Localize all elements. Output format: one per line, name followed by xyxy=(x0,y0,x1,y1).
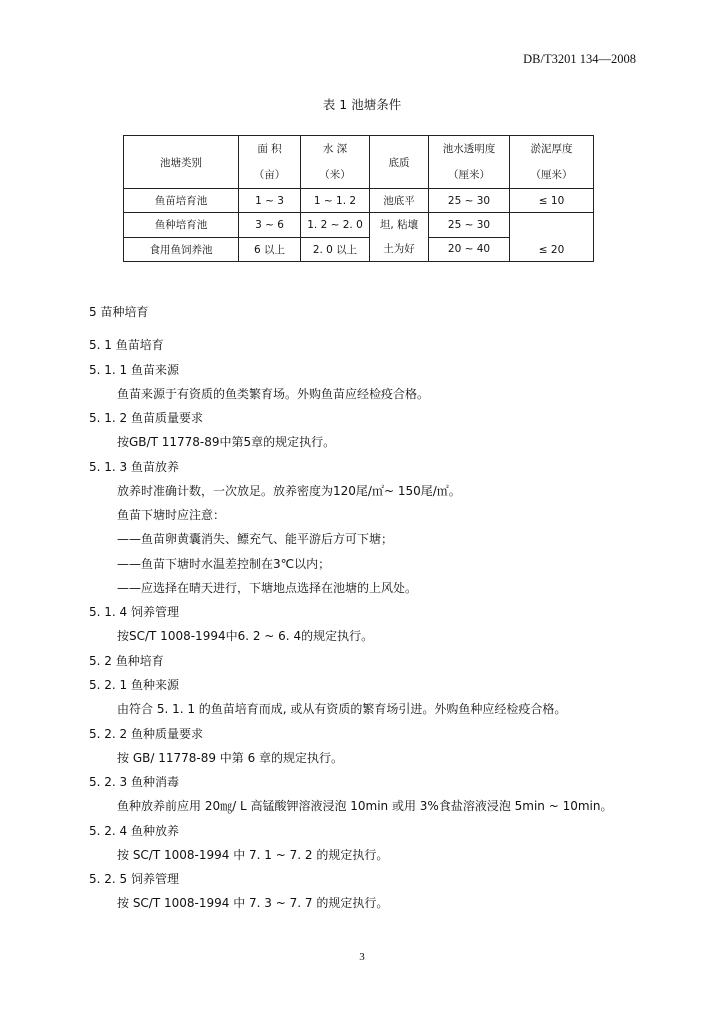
section-heading: 5 苗种培育 xyxy=(89,305,149,319)
section-heading: 5. 2. 5 饲养管理 xyxy=(89,872,179,886)
section-heading: 5. 1. 1 鱼苗来源 xyxy=(89,363,179,377)
cell-silt-merged: ≤ 20 xyxy=(510,213,594,262)
paragraph: 鱼苗来源于有资质的鱼类繁育场。外购鱼苗应经检疫合格。 xyxy=(117,387,430,401)
header-depth: 水 深 （米） xyxy=(301,136,370,189)
section-heading: 5. 1. 4 饲养管理 xyxy=(89,605,179,619)
cell-silt: ≤ 10 xyxy=(510,189,594,213)
list-item: ——鱼苗卵黄囊消失、鳔充气、能平游后方可下塘； xyxy=(117,532,394,546)
list-item: ——鱼苗下塘时水温差控制在3℃以内； xyxy=(117,557,331,571)
cell-type: 鱼种培育池 xyxy=(124,213,239,238)
paragraph: 按 SC/T 1008-1994 中 7. 1 ~ 7. 2 的规定执行。 xyxy=(117,848,389,862)
cell-depth: 1. 2 ~ 2. 0 xyxy=(301,213,370,238)
header-area: 面 积 （亩） xyxy=(239,136,301,189)
section-heading: 5. 1. 3 鱼苗放养 xyxy=(89,460,179,474)
cell-transparency: 25 ~ 30 xyxy=(429,213,510,238)
cell-depth: 2. 0 以上 xyxy=(301,237,370,262)
section-heading: 5. 1. 2 鱼苗质量要求 xyxy=(89,411,203,425)
list-item: ——应选择在晴天进行，下塘地点选择在池塘的上风处。 xyxy=(117,581,418,595)
cell-transparency: 25 ~ 30 xyxy=(429,189,510,213)
section-heading: 5. 1 鱼苗培育 xyxy=(89,338,164,352)
section-heading: 5. 2. 3 鱼种消毒 xyxy=(89,775,179,789)
cell-type: 食用鱼饲养池 xyxy=(124,237,239,262)
cell-bottom: 池底平 xyxy=(370,189,429,213)
paragraph: 由符合 5. 1. 1 的鱼苗培育而成, 或从有资质的繁育场引进。外购鱼种应经检疫合格。 xyxy=(117,702,567,716)
header-bottom: 底质 xyxy=(370,136,429,189)
paragraph: 鱼苗下塘时应注意： xyxy=(117,508,226,522)
cell-area: 6 以上 xyxy=(239,237,301,262)
section-heading: 5. 2. 2 鱼种质量要求 xyxy=(89,727,203,741)
paragraph: 按 GB/ 11778-89 中第 6 章的规定执行。 xyxy=(117,751,344,765)
paragraph: 按 SC/T 1008-1994 中 7. 3 ~ 7. 7 的规定执行。 xyxy=(117,896,389,910)
header-silt: 淤泥厚度 （厘米） xyxy=(510,136,594,189)
cell-area: 3 ~ 6 xyxy=(239,213,301,238)
paragraph: 放养时准确计数，一次放足。放养密度为120尾/㎡~ 150尾/㎡。 xyxy=(117,484,461,498)
document-code: DB/T3201 134—2008 xyxy=(523,52,636,66)
header-type: 池塘类别 xyxy=(124,136,239,189)
paragraph: 按SC/T 1008-1994中6. 2 ~ 6. 4的规定执行。 xyxy=(117,629,374,643)
header-transparency: 池水透明度 （厘米） xyxy=(429,136,510,189)
cell-bottom-merged: 坦, 粘壤 土为好 xyxy=(370,213,429,262)
cell-area: 1 ~ 3 xyxy=(239,189,301,213)
paragraph: 按GB/T 11778-89中第5章的规定执行。 xyxy=(117,435,336,449)
section-heading: 5. 2. 4 鱼种放养 xyxy=(89,824,179,838)
cell-transparency: 20 ~ 40 xyxy=(429,237,510,262)
page-number: 3 xyxy=(359,951,365,963)
section-heading: 5. 2 鱼种培育 xyxy=(89,654,164,668)
section-heading: 5. 2. 1 鱼种来源 xyxy=(89,678,179,692)
cell-type: 鱼苗培育池 xyxy=(124,189,239,213)
paragraph: 鱼种放养前应用 20㎎/ L 高锰酸钾溶液浸泡 10min 或用 3%食盐溶液浸泡 5min ~ 10min。 xyxy=(117,799,613,813)
cell-depth: 1 ~ 1. 2 xyxy=(301,189,370,213)
table-caption: 表 1 池塘条件 xyxy=(322,97,402,112)
